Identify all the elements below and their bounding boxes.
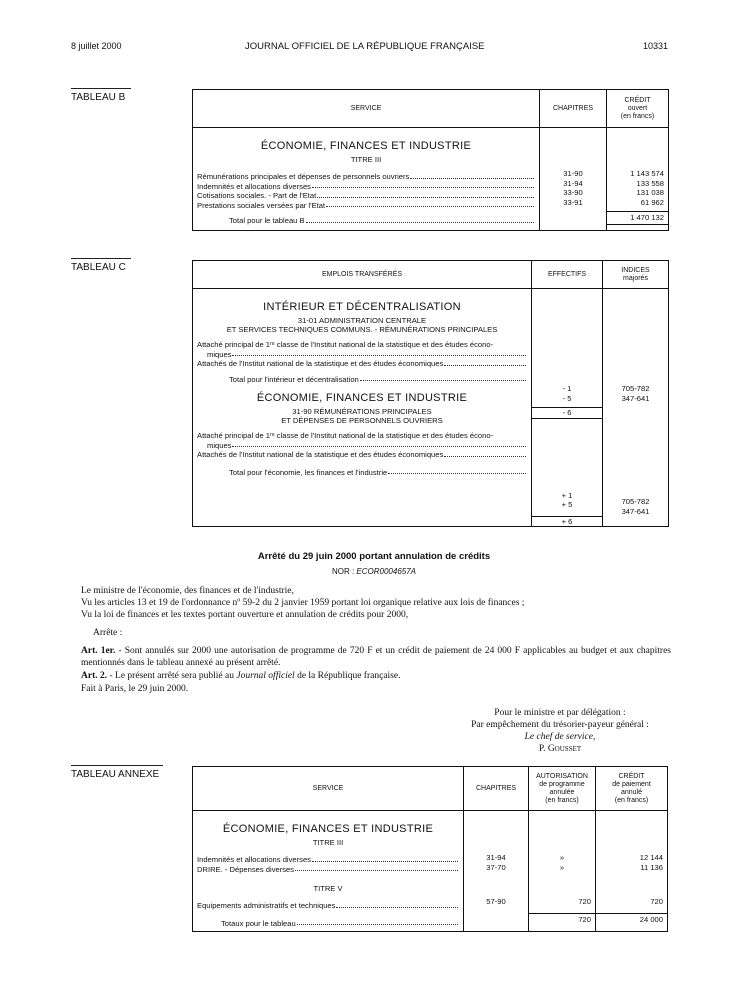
arrete-nor: ECOR0004657A (356, 567, 417, 576)
nor-reference (0, 567, 748, 576)
tableau-c-sections-1-sub-0: 31-90 RÉMUNÉRATIONS PRINCIPALES (292, 407, 432, 416)
tableau-annexe-col-credit-3: (en francs) (614, 796, 649, 804)
tableau-annexe-rows5-0-ap: 720 (578, 897, 591, 906)
tableau-annexe-col-credit-1: de paiement (612, 780, 651, 788)
arrete-title: Arrêté du 29 juin 2000 portant annulation de crédits (257, 551, 491, 562)
col-chapitres: CHAPITRES (540, 90, 607, 128)
tableau-annexe (192, 766, 668, 932)
header-date: 8 juillet 2000 (71, 41, 122, 51)
tableau-c-sections-1-row2-eff: + 5 (561, 500, 573, 509)
tableau-annexe-col-autorisation-2: annulée (549, 788, 575, 796)
arrete-art2-a: - Le présent arrêté sera publié au (107, 671, 237, 681)
tableau-b-rows-2-credit: 131 038 (636, 188, 664, 197)
signature-block (440, 707, 680, 755)
col-indices (603, 261, 669, 289)
tableau-annexe-rows3-1-cp: 11 136 (640, 862, 663, 872)
tableau-b-rows-2-chap: 33-90 (563, 188, 583, 197)
col-emplois: EMPLOIS TRANSFÉRÉS (193, 261, 532, 289)
tableau-annexe-rows3-0-label: Indemnités et allocations diverses (197, 855, 311, 864)
tableau-c-sections-1-row1-eff: + 1 (561, 490, 573, 500)
arrete-art2-label: Art. 2. (81, 671, 108, 681)
arrete-art1-text: - Sont annulés sur 2000 une autorisation de programme de 720 F et un crédit de paiement de 24 000 F applicables au budget et aux chapitres mentionnés dans le tableau annexé au présent arrêté. (81, 646, 671, 668)
arrete-art2-jo: Journal officiel (236, 671, 295, 681)
tableau-c-sections-0-sub-0: 31-01 ADMINISTRATION CENTRALE (297, 316, 427, 325)
total-label: Total pour le tableau B (229, 216, 305, 225)
tableau-c-sections-1-row2: Attachés de l'Institut national de la statistique et des études économiques (197, 450, 444, 459)
arrete-arrete: Arrête : (93, 628, 123, 638)
tableau-b-label: TABLEAU B (71, 88, 131, 103)
tableau-c-sections-1-row1-ind: 705-782 (621, 497, 650, 506)
tableau-annexe-total-ap: 720 (529, 913, 595, 926)
tableau-annexe-rows3-1-ap: » (559, 862, 565, 872)
tableau-annexe-rows3-1-chap: 37-70 (486, 862, 506, 872)
col-service: SERVICE (193, 90, 540, 128)
arrete-art2-b: de la République française. (294, 671, 401, 681)
header-title: JOURNAL OFFICIEL DE LA RÉPUBLIQUE FRANÇAISE (245, 41, 485, 52)
tableau-b (192, 89, 669, 231)
tableau-b-col-credit-1: ouvert (627, 104, 648, 112)
arrete-sig3: Le chef de service, (524, 732, 596, 742)
tableau-annexe-col-autorisation-0: AUTORISATION (536, 772, 588, 780)
ministry-title: ÉCONOMIE, FINANCES ET INDUSTRIE (260, 140, 472, 152)
tableau-b-rows-3-chap: 33-91 (563, 197, 583, 207)
arrete-p3: Vu la loi de finances et les textes portant ouverture et annulation de crédits pour 2000, (81, 610, 409, 620)
tableau-b-rows-0-label: Rémunérations principales et dépenses de personnels ouvriers (197, 172, 410, 181)
header-page-number: 10331 (643, 41, 669, 51)
tableau-annexe-ministry: ÉCONOMIE, FINANCES ET INDUSTRIE (222, 823, 434, 835)
tableau-b-col-credit-2: (en francs) (620, 112, 655, 120)
total-value: 1 470 132 (607, 211, 668, 225)
tableau-c-sections-0-row1-eff: - 1 (562, 384, 572, 393)
arrete-fait: Fait à Paris, le 29 juin 2000. (81, 684, 189, 694)
tableau-annexe-col-autorisation-1: de programme (539, 780, 585, 788)
tableau-c-sections-0-title: INTÉRIEUR ET DÉCENTRALISATION (263, 301, 461, 313)
tableau-b-rows-1-credit: 133 558 (636, 178, 664, 188)
col-credit (607, 90, 669, 128)
tableau-c-sections-0-row1-b: miques (207, 349, 232, 359)
arrete-body (71, 585, 671, 695)
tableau-c-sections-0-row2-ind: 347-641 (621, 393, 650, 403)
arrete-sig1: Pour le ministre et par délégation : (494, 708, 626, 718)
tableau-b-rows-1-label: Indemnités et allocations diverses (197, 181, 311, 191)
tableau-annexe-rows5-0-cp: 720 (650, 897, 663, 906)
col-effectifs: EFFECTIFS (532, 261, 603, 289)
tableau-annexe-total-cp: 24 000 (596, 913, 667, 926)
tableau-c-sections-1-total: + 6 (532, 516, 602, 527)
tableau-annexe-col-credit-2: annulé (620, 788, 643, 796)
tableau-c-col-indices-0: INDICES (621, 266, 650, 274)
arrete-nor-prefix: NOR : (331, 567, 357, 576)
tableau-b-rows-3-credit: 61 962 (640, 197, 664, 207)
tableau-c-sections-0-row2: Attachés de l'Institut national de la statistique et des études économiques (197, 359, 444, 368)
arrete-sig2: Par empêchement du trésorier-payeur général : (471, 720, 649, 730)
tableau-c-sections-1-title: ÉCONOMIE, FINANCES ET INDUSTRIE (256, 392, 468, 404)
tableau-annexe-rows3-1-label: DRIRE. - Dépenses diverses (197, 864, 295, 874)
tableau-b-rows-2-label: Cotisations sociales. - Part de l'Etat (197, 191, 317, 200)
tableau-annexe-titre5: TITRE V (313, 884, 343, 893)
tableau-annexe-col-service: SERVICE (193, 767, 464, 811)
tableau-annexe-titre3: TITRE III (312, 838, 344, 847)
tableau-c-sections-1-row2-ind: 347-641 (621, 506, 650, 516)
tableau-b-rows-3-label: Prestations sociales versées par l'Etat (197, 200, 326, 210)
tableau-c-label: TABLEAU C (71, 258, 131, 273)
tableau-c-col-indices-1: majorés (623, 274, 648, 282)
tableau-c-sections-1-total-label: Total pour l'économie, les finances et l'industrie (229, 467, 388, 477)
tableau-annexe-rows3-0-cp: 12 144 (639, 853, 663, 862)
titre-heading: TITRE III (350, 155, 382, 164)
tableau-c-sections-0-row2-eff: - 5 (562, 393, 572, 403)
tableau-c-sections-1-row1-b: miques (207, 440, 232, 450)
tableau-annexe-col-credit-0: CRÉDIT (618, 772, 645, 780)
tableau-c-sections-0-row1-a: Attaché principal de 1ʳᵉ classe de l'Institut national de la statistique et des études écono- (197, 340, 494, 349)
arrete-p1: Le ministre de l'économie, des finances et de l'industrie, (81, 586, 294, 596)
tableau-annexe-rows3-0-chap: 31-94 (486, 853, 506, 862)
tableau-b-rows-1-chap: 31-94 (563, 178, 583, 188)
arrete-p2: Vu les articles 13 et 19 de l'ordonnance nº 59-2 du 2 janvier 1959 portant loi organique relative aux lois de finances ; (81, 598, 525, 608)
tableau-c (192, 260, 669, 527)
tableau-b-rows-0-chap: 31-90 (563, 169, 583, 178)
tableau-c-sections-1-sub-1: ET DÉPENSES DE PERSONNELS OUVRIERS (281, 416, 443, 425)
tableau-c-sections-0-row1-ind: 705-782 (621, 384, 650, 393)
tableau-annexe-rows3-0-ap: » (559, 853, 565, 862)
tableau-c-sections-0-total: - 6 (532, 407, 602, 419)
tableau-annexe-rows5-0-label: Equipements administratifs et techniques (197, 901, 336, 910)
tableau-annexe-label: TABLEAU ANNEXE (71, 765, 163, 780)
tableau-annexe-rows5-0-chap: 57-90 (486, 897, 506, 906)
tableau-annexe-col-autorisation-3: (en francs) (545, 796, 579, 804)
arrete-sig4: P. Gousset (538, 744, 582, 754)
tableau-b-rows-0-credit: 1 143 574 (630, 169, 664, 178)
tableau-annexe-col-chapitres: CHAPITRES (464, 767, 529, 811)
tableau-c-sections-0-total-label: Total pour l'intérieur et décentralisation (229, 374, 359, 384)
tableau-c-sections-0-sub-1: ET SERVICES TECHNIQUES COMMUNS. - RÉMUNÉRATIONS PRINCIPALES (226, 325, 498, 334)
tableau-annexe-total-label: Totaux pour le tableau (221, 918, 296, 928)
tableau-b-col-credit-0: CRÉDIT (624, 96, 651, 104)
tableau-c-sections-1-row1-a: Attaché principal de 1ʳᵉ classe de l'Institut national de la statistique et des études écono- (197, 431, 494, 440)
arrete-art1-label: Art. 1er. (81, 646, 116, 656)
